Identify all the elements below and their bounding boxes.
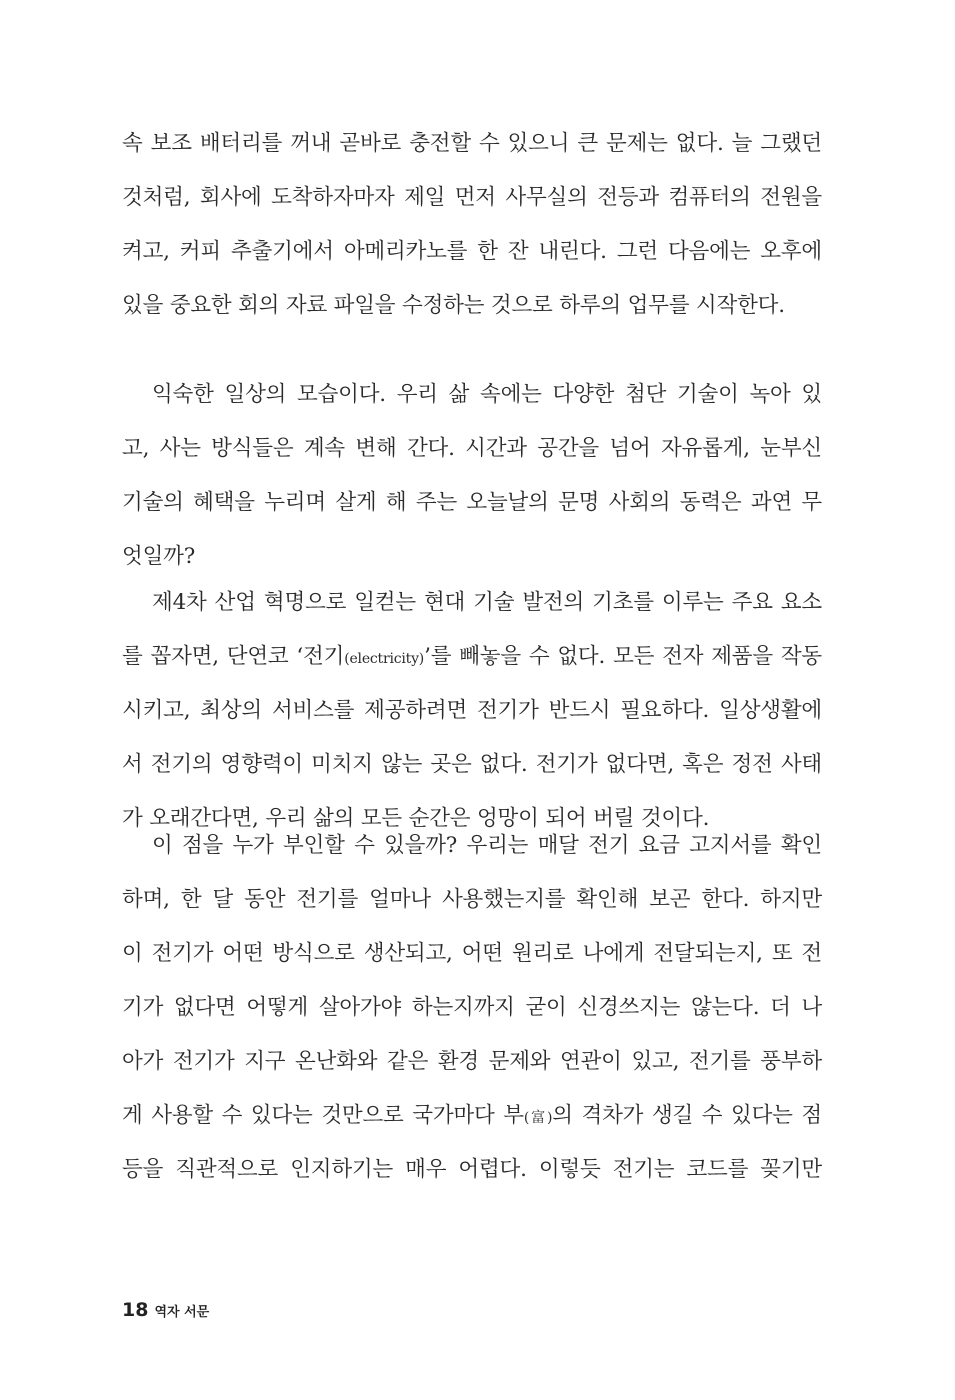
text-line: 가 오래간다면, 우리 삶의 모든 순간은 엉망이 되어 버릴 것이다. (122, 806, 710, 831)
text-line: 이 점을 누가 부인할 수 있을까? 우리는 매달 전기 요금 고지서를 확인 (152, 833, 822, 858)
text-line (122, 1089, 822, 1143)
text-line: 있을 중요한 회의 자료 파일을 수정하는 것으로 하루의 업무를 시작한다. (122, 293, 785, 318)
text-line: 속 보조 배터리를 꺼내 곧바로 충전할 수 있으니 큰 문제는 없다. 늘 그랬던 (122, 131, 822, 156)
paragraph-3 (122, 576, 822, 846)
page-number: 18 (122, 1299, 149, 1321)
paragraph-2 (122, 368, 822, 584)
text-line: 익숙한 일상의 모습이다. 우리 삶 속에는 다양한 첨단 기술이 녹아 있 (152, 382, 822, 407)
text-line (122, 630, 822, 684)
text-line: 기가 없다면 어떻게 살아가야 하는지까지 굳이 신경쓰지는 않는다. 더 나 (122, 995, 822, 1020)
text-segment: ’를 빼놓을 수 없다. 모든 전자 제품을 작동 (424, 644, 822, 669)
text-line: 기술의 혜택을 누리며 살게 해 주는 오늘날의 문명 사회의 동력은 과연 무 (122, 490, 822, 515)
text-line: 켜고, 커피 추출기에서 아메리카노를 한 잔 내린다. 그런 다음에는 오후에 (122, 239, 822, 264)
text-segment: 의 격차가 생길 수 있다는 점 (552, 1103, 823, 1128)
section-title: 역자 서문 (154, 1305, 210, 1320)
paragraph-1 (122, 117, 822, 333)
text-line: 고, 사는 방식들은 계속 변해 간다. 시간과 공간을 넘어 자유롭게, 눈부신 (122, 436, 822, 461)
annotation-small: (electricity) (344, 651, 425, 667)
page-footer (122, 1299, 209, 1321)
text-line: 이 전기가 어떤 방식으로 생산되고, 어떤 원리로 나에게 전달되는지, 또 전 (122, 941, 822, 966)
text-line: 것처럼, 회사에 도착하자마자 제일 먼저 사무실의 전등과 컴퓨터의 전원을 (122, 185, 822, 210)
text-line: 등을 직관적으로 인지하기는 매우 어렵다. 이렇듯 전기는 코드를 꽂기만 (122, 1157, 822, 1182)
text-line: 엇일까? (122, 544, 196, 569)
annotation-small: (富) (523, 1110, 553, 1126)
text-line: 서 전기의 영향력이 미치지 않는 곳은 없다. 전기가 없다면, 혹은 정전 사태 (122, 752, 822, 777)
text-segment: 게 사용할 수 있다는 것만으로 국가마다 부 (122, 1103, 524, 1128)
text-line: 하며, 한 달 동안 전기를 얼마나 사용했는지를 확인해 보곤 한다. 하지만 (122, 887, 822, 912)
text-segment: 를 꼽자면, 단연코 ‘전기 (122, 644, 345, 669)
text-line: 아가 전기가 지구 온난화와 같은 환경 문제와 연관이 있고, 전기를 풍부하 (122, 1049, 822, 1074)
text-line: 시키고, 최상의 서비스를 제공하려면 전기가 반드시 필요하다. 일상생활에 (122, 698, 822, 723)
paragraph-4 (122, 819, 822, 1197)
text-line: 제4차 산업 혁명으로 일컫는 현대 기술 발전의 기초를 이루는 주요 요소 (152, 590, 822, 615)
